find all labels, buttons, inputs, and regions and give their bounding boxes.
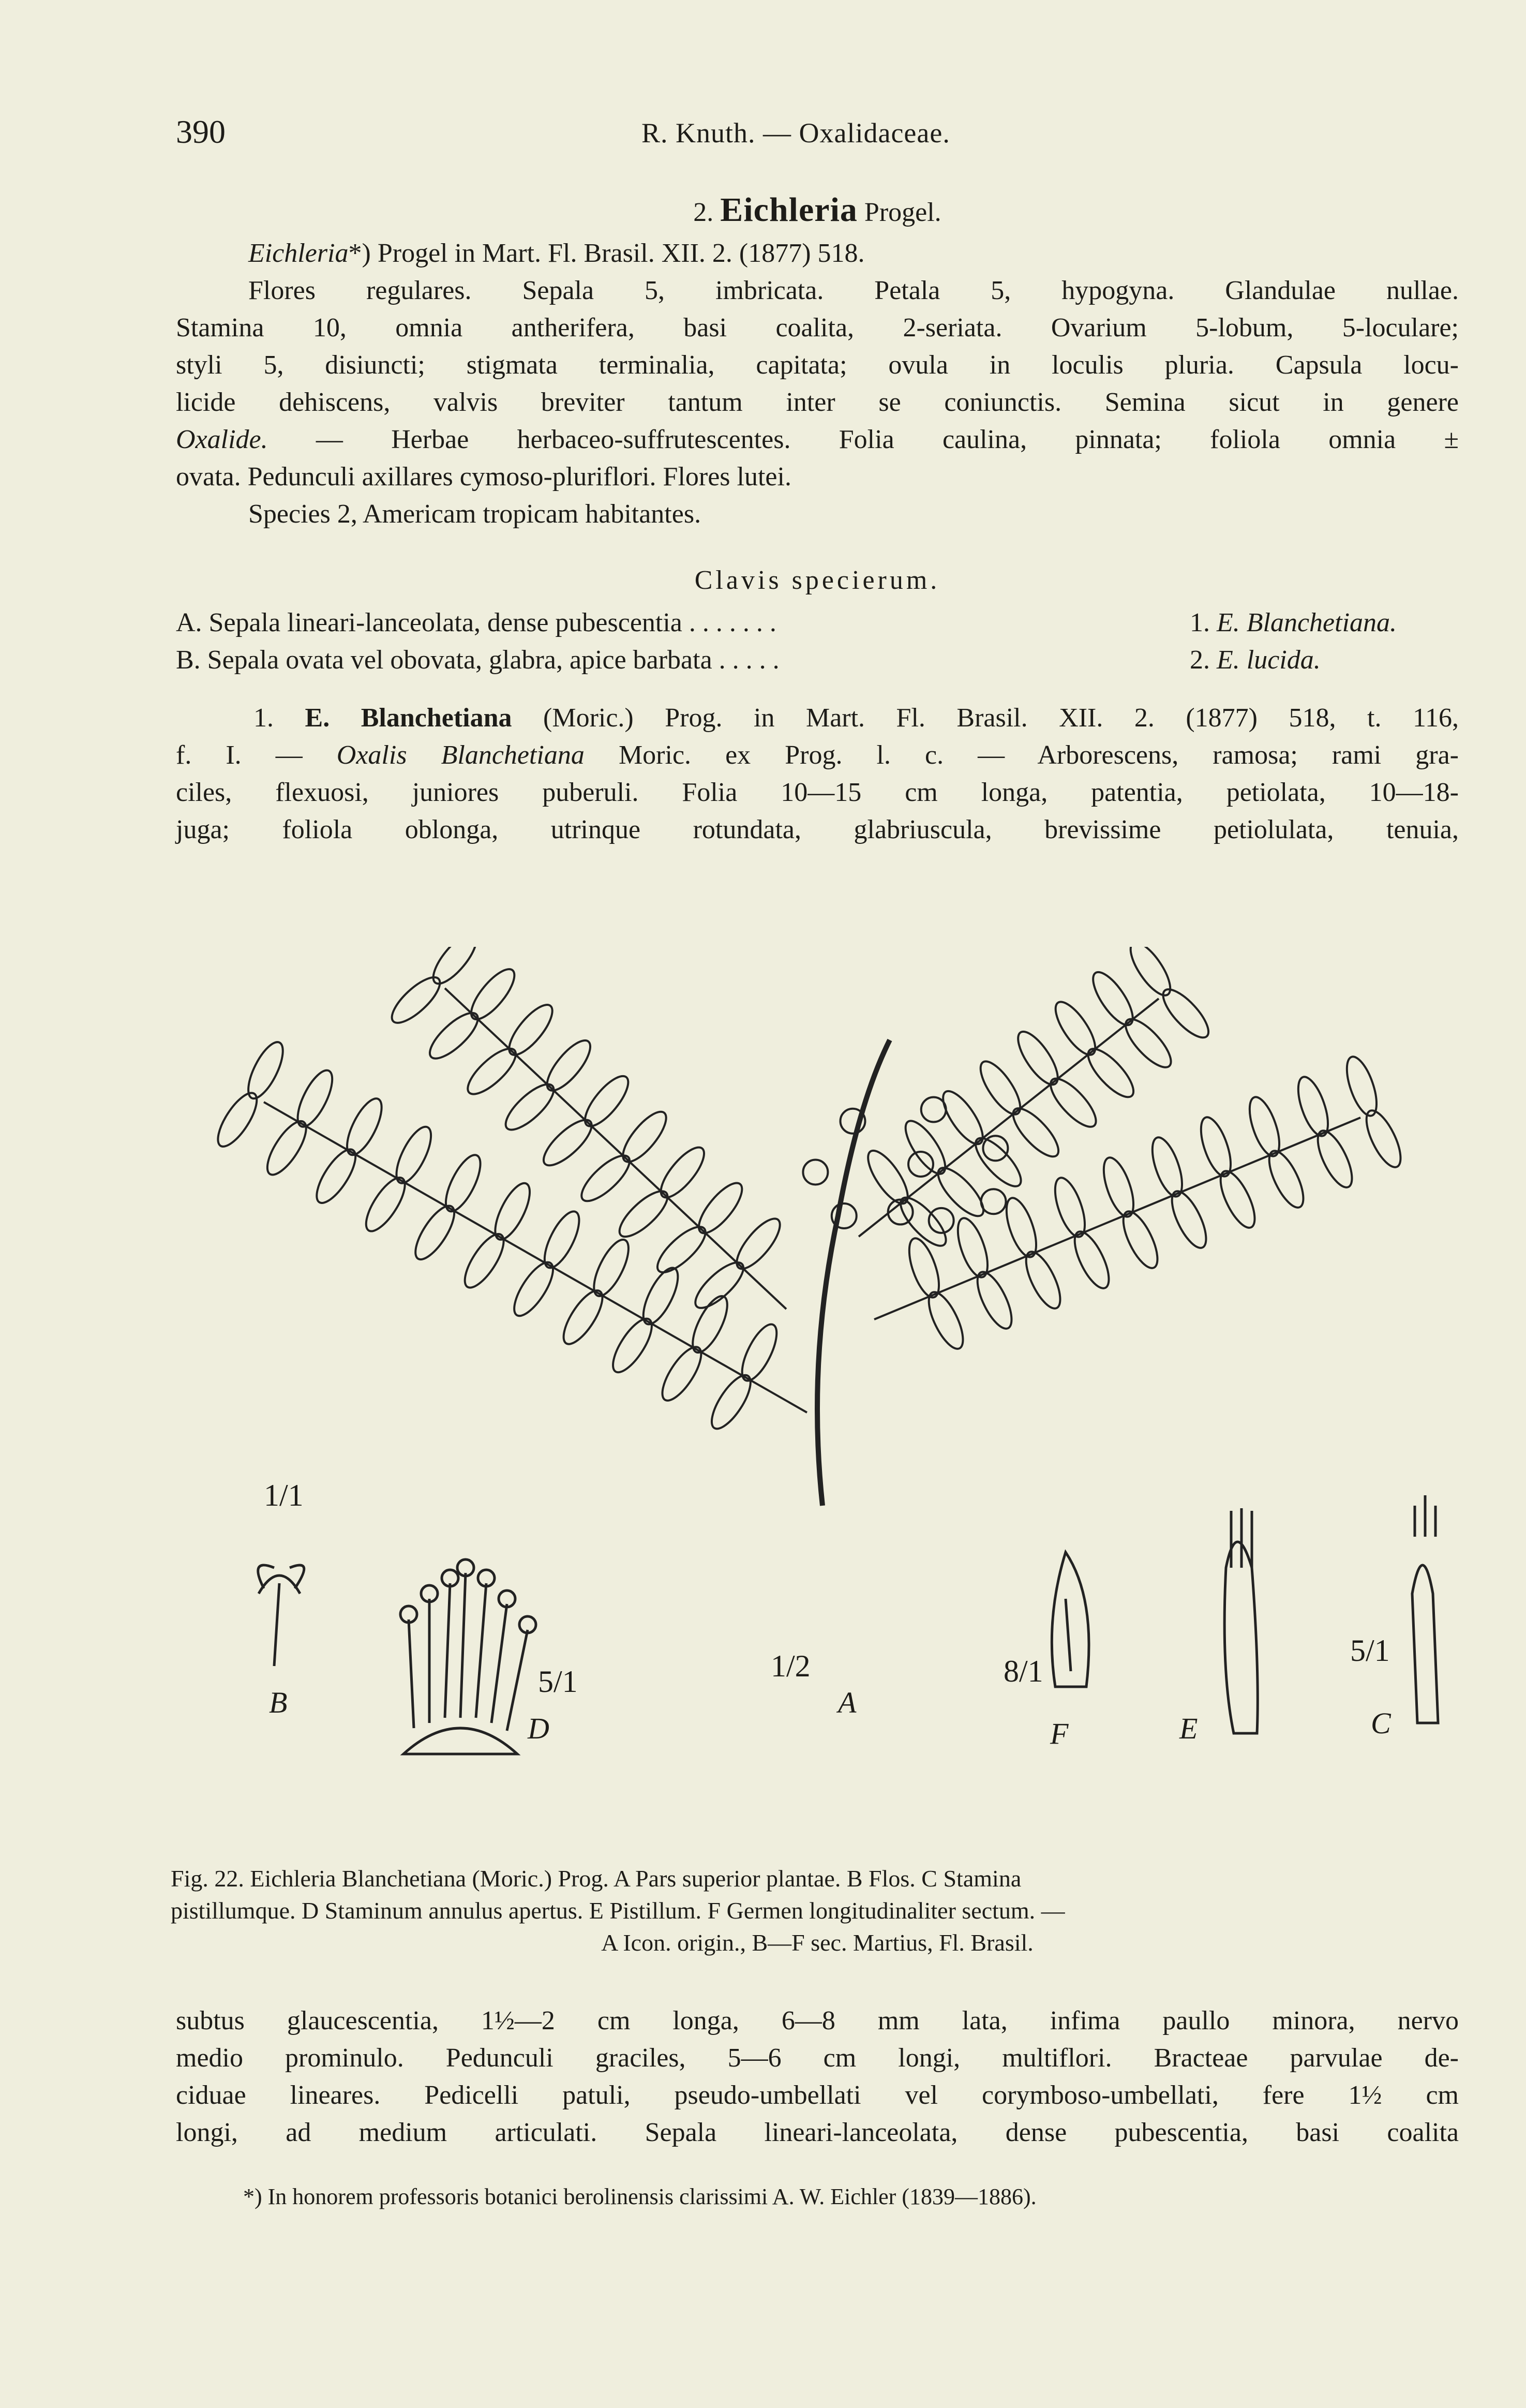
- leaflet: [426, 947, 483, 990]
- leaflet: [651, 1220, 712, 1279]
- label-f: F: [1050, 1717, 1069, 1750]
- description-line: Stamina 10, omnia antherifera, basi coalita, 2-seriata. Ovarium 5-lobum, 5-loculare;: [176, 313, 1459, 343]
- flower-head: [803, 1160, 828, 1185]
- scale-label-d: 5/1: [538, 1664, 578, 1699]
- leaflet: [1244, 1094, 1285, 1160]
- stamen-ring: [403, 1728, 517, 1754]
- leaflet: [655, 1342, 708, 1406]
- leaflet: [1341, 1053, 1383, 1120]
- leaflet: [1098, 1154, 1140, 1221]
- figure-ref: f. I. —: [176, 740, 337, 770]
- leaflet: [260, 1116, 313, 1180]
- key-result: [1190, 604, 1459, 642]
- leaf-rachis: [445, 988, 786, 1309]
- leaflet: [578, 1070, 635, 1133]
- genus-author: Progel.: [864, 198, 941, 227]
- flower-detail: [258, 1565, 304, 1666]
- leaflet: [1044, 1072, 1103, 1133]
- genus-citation: [176, 235, 1459, 272]
- leaflet: [465, 963, 521, 1025]
- stamina-tops: [1415, 1495, 1435, 1537]
- species-name: E. Blanchetiana: [305, 703, 512, 733]
- leaflet: [499, 1078, 560, 1137]
- flower-head: [921, 1097, 946, 1122]
- page-number: 390: [176, 113, 226, 150]
- text-line: ciduae lineares. Pedicelli patuli, pseudo-umbellati vel corymboso-umbellati, fere 1½ cm: [176, 2080, 1459, 2110]
- leaflet: [1124, 947, 1177, 1001]
- leaflet: [537, 1113, 598, 1172]
- leaflet: [1146, 1134, 1188, 1200]
- leaflet: [1000, 1195, 1042, 1261]
- flower-head: [929, 1208, 954, 1233]
- key-number: 1.: [1190, 608, 1210, 637]
- leaflet: [616, 1106, 673, 1168]
- genus-heading: [176, 191, 1459, 235]
- leaflet: [1049, 1175, 1091, 1241]
- label-e: E: [1179, 1712, 1198, 1745]
- description-text: — Herbae herbaceo-suffrutescentes. Folia caulina, pinnata; foliola omnia ±: [267, 425, 1459, 454]
- key-number: 2.: [1190, 645, 1210, 675]
- scale-label-a: 1/2: [771, 1649, 811, 1683]
- leaflet: [705, 1370, 757, 1434]
- stamen-filaments: [409, 1573, 528, 1731]
- scale-label-c: 5/1: [1350, 1633, 1390, 1668]
- leaflet: [461, 1042, 522, 1101]
- illustration-svg: [186, 947, 1469, 1837]
- species-line: ciles, flexuosi, juniores puberuli. Folia 10—15 cm longa, patentia, petiolata, 10—18-: [176, 778, 1459, 807]
- figure-caption: [171, 1863, 1464, 1959]
- genus-number: 2.: [693, 198, 714, 227]
- leaflet: [654, 1141, 711, 1204]
- synonym: Oxalis Blanchetiana: [336, 740, 585, 770]
- leaflet: [952, 1215, 994, 1281]
- leaflet: [861, 1145, 915, 1209]
- text-line: medio prominulo. Pedunculi graciles, 5—6 cm longi, multiflori. Bracteae parvulae de-: [176, 2043, 1459, 2073]
- running-title: R. Knuth. — Oxalidaceae.: [641, 117, 950, 148]
- leaflet: [1086, 967, 1140, 1031]
- leaflet: [1292, 1074, 1334, 1140]
- leaflet: [1049, 997, 1102, 1061]
- scale-label-b: 1/1: [264, 1478, 304, 1512]
- leaflet: [1006, 1102, 1065, 1163]
- scale-label-f: 8/1: [1004, 1654, 1043, 1688]
- genus-section: [176, 191, 1459, 849]
- leaflet: [1011, 1026, 1065, 1090]
- description-line: licide dehiscens, valvis breviter tantum inter se coniunctis. Semina sicut in genere: [176, 388, 1459, 417]
- label-c: C: [1371, 1706, 1391, 1740]
- description-line: ovata. Pedunculi axillares cymoso-pluriflori. Flores lutei.: [176, 462, 791, 492]
- continuation-text: [176, 2002, 1459, 2151]
- description-line: styli 5, disiuncti; stigmata terminalia, capitata; ovula in loculis pluria. Capsula locu-: [176, 350, 1459, 380]
- citation-genus: Eichleria: [248, 239, 349, 268]
- key-species: E. Blanchetiana.: [1217, 608, 1397, 637]
- label-d: D: [528, 1712, 549, 1745]
- leaflet: [613, 1184, 674, 1243]
- leaflet: [1195, 1114, 1237, 1180]
- leaflet: [931, 1162, 990, 1223]
- species-citation: (Moric.) Prog. in Mart. Fl. Brasil. XII. 2. (1877) 518, t. 116,: [512, 703, 1459, 733]
- leaflet: [310, 1144, 363, 1209]
- key-result: [1190, 642, 1459, 679]
- leaf-rachis: [264, 1102, 807, 1413]
- text-line: longi, ad medium articulati. Sepala lineari-lanceolata, dense pubescentia, basi coalita: [176, 2118, 1459, 2147]
- genus-name: Eichleria: [720, 191, 858, 229]
- species-heading-line: [176, 700, 1459, 737]
- species-text: Moric. ex Prog. l. c. — Arborescens, ramosa; rami gra-: [584, 740, 1459, 770]
- botanical-illustration: [186, 947, 1469, 1837]
- key-row: [176, 604, 1459, 642]
- caption-line: Fig. 22. Eichleria Blanchetiana (Moric.) Prog. A Pars superior plantae. B Flos. C Stamina: [171, 1865, 1022, 1892]
- species-number: 1.: [253, 703, 274, 733]
- species-count-line: Species 2, Americam tropicam habitantes.: [248, 499, 701, 529]
- citation-rest: *) Progel in Mart. Fl. Brasil. XII. 2. (1877) 518.: [348, 239, 865, 268]
- label-a: A: [838, 1686, 857, 1719]
- leaflet: [458, 1229, 511, 1294]
- species-line: juga; foliola oblonga, utrinque rotundata, glabriuscula, brevissime petiolulata, tenuia,: [176, 815, 1459, 844]
- leaflet: [1156, 983, 1215, 1044]
- leaflet: [211, 1088, 264, 1152]
- leaflet: [507, 1257, 560, 1321]
- main-stem: [817, 1040, 890, 1506]
- footnote: *) In honorem professoris botanici berolinensis clarissimi A. W. Eichler (1839—1886).: [243, 2184, 1037, 2209]
- leaflet: [575, 1149, 636, 1208]
- caption-line: A Icon. origin., B—F sec. Martius, Fl. Brasil.: [601, 1929, 1034, 1956]
- leaflet: [969, 1132, 1028, 1193]
- key-lead: B. Sepala ovata vel obovata, glabra, apice barbata . . . . .: [176, 645, 780, 675]
- key-title: Clavis specierum.: [694, 566, 940, 595]
- page-header: [176, 113, 1459, 149]
- flower-head: [908, 1152, 933, 1177]
- leaflet: [1081, 1043, 1140, 1104]
- key-lead: A. Sepala lineari-lanceolata, dense pubescentia . . . . . . .: [176, 608, 776, 637]
- leaflet: [730, 1212, 787, 1275]
- text-line: subtus glaucescentia, 1½—2 cm longa, 6—8 mm lata, infima paullo minora, nervo: [176, 2006, 1459, 2035]
- leaflet: [606, 1313, 659, 1378]
- flower-head: [981, 1189, 1006, 1214]
- label-b: B: [269, 1686, 288, 1719]
- leaflet: [1119, 1013, 1178, 1074]
- leaflet: [689, 1256, 750, 1315]
- leaflet: [423, 1006, 484, 1065]
- stamina-pistil: [1412, 1565, 1438, 1723]
- description-line: [176, 421, 1459, 458]
- leaf-rachis: [874, 1118, 1360, 1319]
- caption-line: pistillumque. D Staminum annulus apertus. E Pistillum. F Germen longitudinaliter sectum. —: [171, 1897, 1065, 1924]
- genus-reference: Oxalide.: [176, 425, 268, 454]
- leaflet: [974, 1056, 1027, 1120]
- leaflet: [557, 1285, 609, 1350]
- leaflet: [385, 971, 446, 1030]
- species-line: [176, 737, 1459, 774]
- leaflet: [540, 1034, 597, 1097]
- plant-drawing: [211, 947, 1408, 1506]
- leaflet: [692, 1177, 749, 1240]
- description-line: Flores regulares. Sepala 5, imbricata. Petala 5, hypogyna. Glandulae nullae.: [248, 276, 1459, 305]
- leaflet: [502, 999, 559, 1061]
- leaflet: [409, 1200, 461, 1265]
- key-species: E. lucida.: [1217, 645, 1321, 675]
- key-row: [176, 642, 1459, 679]
- leaflet: [359, 1172, 412, 1237]
- pistil: [1224, 1542, 1258, 1733]
- flower-head: [983, 1136, 1008, 1161]
- leaflet: [899, 1116, 952, 1180]
- germen-line: [1066, 1599, 1071, 1671]
